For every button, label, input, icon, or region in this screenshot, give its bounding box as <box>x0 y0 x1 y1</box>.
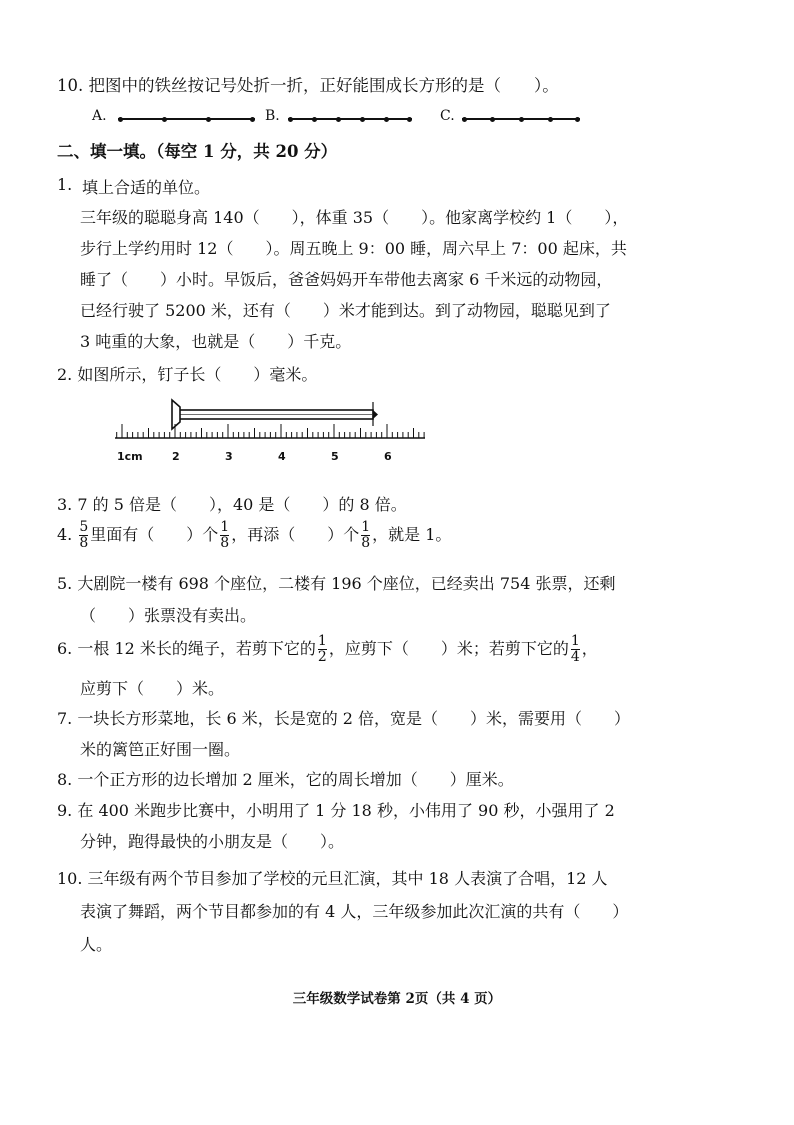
question-5-line1: 5. 大剧院一楼有 698 个座位，二楼有 196 个座位，已经卖出 754 张票，还剩 <box>57 574 616 593</box>
nail <box>172 400 378 429</box>
question-4 <box>57 520 451 551</box>
choice-b-label: B. <box>265 108 280 124</box>
q1-number: 1. <box>57 175 73 194</box>
question-2: 2. 如图所示，钉子长（ ）毫米。 <box>57 365 318 384</box>
ruler-label-4: 4 <box>278 450 286 463</box>
section-title: 二、填一填。（每空 1 分，共 20 分） <box>57 142 338 161</box>
question-7-line1: 7. 一块长方形菜地，长 6 米，长是宽的 2 倍，宽是（ ）米，需要用（ ） <box>57 709 631 728</box>
q4-number: 4. <box>57 525 73 544</box>
choice-a-wire <box>118 118 255 120</box>
question-8: 8. 一个正方形的边长增加 2 厘米，它的周长增加（ ）厘米。 <box>57 770 514 789</box>
ruler-ticks <box>117 424 424 438</box>
fraction-1-8: $\frac{1}{8}$ <box>361 519 371 551</box>
ruler-label-5: 5 <box>331 450 339 463</box>
q4-text-1: 里面有（ ）个 <box>90 525 219 544</box>
page-footer: 三年级数学试卷第 2页（共 4 页） <box>292 991 502 1007</box>
q4-text-3: ，就是 1。 <box>372 525 452 544</box>
fraction-1-4: $\frac{1}{4}$ <box>570 633 580 665</box>
q1-prompt: 填上合适的单位。 <box>82 178 211 197</box>
choice-a-label: A. <box>92 108 107 124</box>
choice-b-wire <box>288 118 412 120</box>
fraction-5-8: $\frac{5}{8}$ <box>79 519 89 551</box>
question-9-line1: 9. 在 400 米跑步比赛中，小明用了 1 分 18 秒，小伟用了 90 秒，小强用了 2 <box>57 801 615 820</box>
q4-text-2: ，再添（ ）个 <box>231 525 360 544</box>
question-10-line3: 人。 <box>80 935 113 954</box>
question-7-line2: 米的篱笆正好围一圈。 <box>80 740 241 759</box>
q6-text-1: 6. 一根 12 米长的绳子，若剪下它的 <box>57 639 316 658</box>
question-3: 3. 7 的 5 倍是（ ），40 是（ ）的 8 倍。 <box>57 495 407 514</box>
choice-c-wire <box>462 118 580 120</box>
question-9-line2: 分钟，跑得最快的小朋友是（ ）。 <box>80 832 345 851</box>
question-5-line2: （ ）张票没有卖出。 <box>80 606 257 625</box>
q6-text-3: ， <box>581 639 598 658</box>
question-6-line1 <box>57 634 598 665</box>
q1-line: 3 吨重的大象，也就是（ ）千克。 <box>80 332 352 351</box>
ruler-nail-figure <box>110 390 430 440</box>
choice-c-label: C. <box>440 108 455 124</box>
q6-text-2: ，应剪下（ ）米；若剪下它的 <box>328 639 569 658</box>
question-10-top: 10. 把图中的铁丝按记号处折一折，正好能围成长方形的是（ ）。 <box>57 76 559 95</box>
ruler-label-1cm: 1cm <box>117 450 143 463</box>
ruler-label-3: 3 <box>225 450 233 463</box>
fraction-1-8: $\frac{1}{8}$ <box>220 519 230 551</box>
ruler-label-2: 2 <box>172 450 180 463</box>
q1-line: 步行上学约用时 12（ ）。周五晚上 9：00 睡，周六早上 7：00 起床，共 <box>80 239 627 258</box>
q1-line: 睡了（ ）小时。早饭后，爸爸妈妈开车带他去离家 6 千米远的动物园， <box>80 270 613 289</box>
fraction-1-2: $\frac{1}{2}$ <box>317 633 327 665</box>
q1-line: 已经行驶了 5200 米，还有（ ）米才能到达。到了动物园，聪聪见到了 <box>80 301 611 320</box>
question-6-line2: 应剪下（ ）米。 <box>80 679 225 698</box>
question-10-line1: 10. 三年级有两个节目参加了学校的元旦汇演，其中 18 人表演了合唱，12 人 <box>57 869 608 888</box>
q1-line: 三年级的聪聪身高 140（ ），体重 35（ ）。他家离学校约 1（ ）， <box>80 208 629 227</box>
question-10-line2: 表演了舞蹈，两个节目都参加的有 4 人，三年级参加此次汇演的共有（ ） <box>80 902 629 921</box>
ruler-label-6: 6 <box>384 450 392 463</box>
